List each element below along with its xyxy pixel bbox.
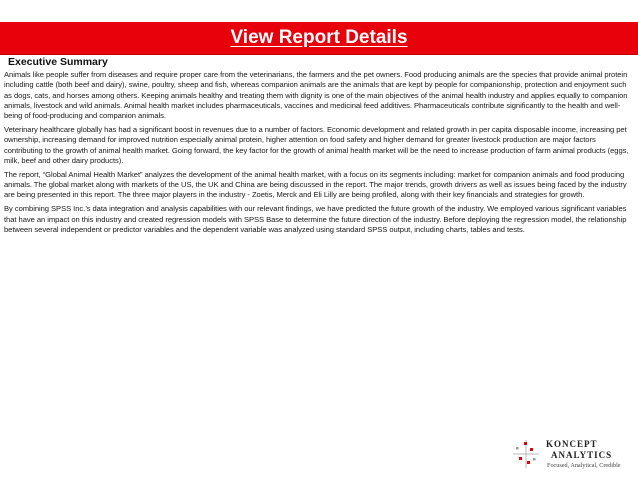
- view-report-details-link[interactable]: View Report Details: [230, 27, 408, 48]
- paragraph: The report, “Global Animal Health Market” analyzes the development of the animal health market, with a focus on its segments including: market for companion animals and food producing animals. The global market along with markets of the US, the UK and China are being discussed in the report. The major trends, growth drivers as well as issues being faced by the industry are being presented in this report. The three major players in the industry - Zoetis, Merck and Eli Lilly are being profiled, along with their key financials and strategies for growth.: [4, 169, 627, 200]
- paragraph: By combining SPSS Inc.’s data integration and analysis capabilities with our relevant findings, we have predicted the future growth of the industry. We employed various significant variables that have an impact on this industry and created regression models with SPSS Base to determine the future direction of the industry. Before deploying the regression model, the relationship between several independent or predictor variables and the dependent variable was analyzed using standard SPSS output, including charts, tables and tests.: [4, 204, 627, 234]
- section-title: Executive Summary: [8, 56, 108, 68]
- logo-name-line2: ANALYTICS: [551, 450, 613, 460]
- logo-tagline: Focused, Analytical, Credible: [547, 462, 621, 469]
- logo-name-line1: KONCEPT: [546, 439, 598, 449]
- report-summary-text: [4, 70, 629, 239]
- logo-cross-icon: [511, 438, 541, 470]
- paragraph: Animals like people suffer from diseases and require proper care from the veterinarians, the farmers and the pet owners. Food producing animals are the species that provide animal protein including cattle (both beef and dairy), swine, poultry, sheep and fish, whereas companion animals are the animals that are kept by people for companionship, protection and enjoyment such as dogs, cats, and horses among others. Keeping animals healthy and treating them with dignity is one of the main objectives of the animal health industry and applies equally to companion animals, livestock and wild animals. Animal health market includes pharmaceuticals, vaccines and medicinal feed additives. Pharmaceuticals contribute significantly to the health and well-being of food-producing and companion animals.: [4, 70, 628, 121]
- paragraph: Veterinary healthcare globally has had a significant boost in revenues due to a number of factors. Economic development and related growth in per capita disposable income, increasing pet ownership, increasing demand for improved nutrition especially animal protein, higher attention on food safety and higher demand for greater livestock production are major factors contributing to the growth of animal health market. Going forward, the key factor for the growth of animal health market will be the need to increase production of farm animal products (eggs, milk, beef and other dairy products).: [4, 125, 629, 165]
- company-logo: [511, 436, 631, 474]
